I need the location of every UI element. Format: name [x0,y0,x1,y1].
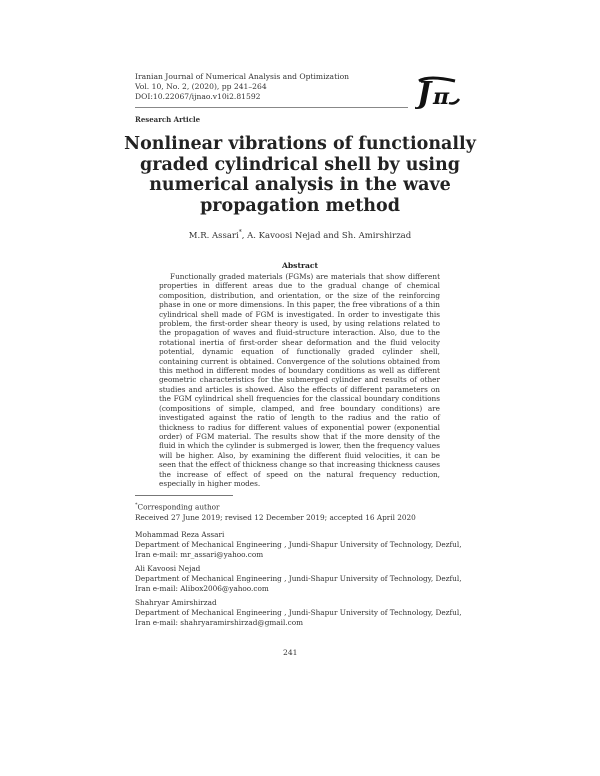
svg-text:π: π [433,84,450,110]
svg-text:J: J [417,76,432,111]
affiliation-name: Shahryar Amirshirzad [135,598,217,607]
affiliation-2 [135,564,475,594]
affiliation-dept: Department of Mechanical Engineering , Jundi-Shapur University of Technology, Dezful, [135,574,462,583]
page-number: 241 [283,648,298,657]
corresponding-note [135,500,475,512]
journal-header [135,72,349,103]
paper-title: Nonlinear vibrations of functionally graded cylindrical shell by using numerical analysis in the wave propagation method [124,134,476,216]
affiliation-name: Ali Kavoosi Nejad [135,564,201,573]
affiliation-3 [135,598,475,628]
affiliation-email: Iran e-mail: mr_assari@yahoo.com [135,550,264,559]
affiliation-1 [135,530,475,560]
footnote-mark: * [135,502,138,508]
abstract-body [159,272,440,488]
affiliation-email: Iran e-mail: shahryaramirshirzad@gmail.com [135,618,304,627]
footnote-rule [135,495,233,496]
affiliation-dept: Department of Mechanical Engineering , Jundi-Shapur University of Technology, Dezful, [135,608,462,617]
abstract-heading: Abstract [281,261,319,270]
journal-name: Iranian Journal of Numerical Analysis and Optimization [135,72,350,81]
affiliation-dept: Department of Mechanical Engineering , Jundi-Shapur University of Technology, Dezful, [135,540,462,549]
corresponding-mark: * [238,229,242,236]
ijnao-logo-icon [415,73,465,111]
other-authors: , A. Kavoosi Nejad and Sh. Amirshirzad [241,230,412,241]
affiliation-email: Iran e-mail: Alibox2006@yahoo.com [135,584,269,593]
journal-volume: Vol. 10, No. 2, (2020), pp 241–264 [135,82,267,92]
article-type: Research Article [135,115,201,124]
received-dates: Received 27 June 2019; revised 12 December 2019; accepted 16 April 2020 [135,513,416,523]
author-list [110,229,490,241]
corresponding-label: Corresponding author [137,502,220,512]
footnote [135,500,475,523]
journal-doi: DOI:10.22067/ijnao.v10i2.81592 [135,92,261,102]
first-author: M.R. Assari [188,230,239,241]
header-rule [135,107,408,108]
affiliation-name: Mohammad Reza Assari [135,530,225,539]
abstract-text: Functionally graded materials (FGMs) are materials that show different properties in different areas due to the gradual change of chemical composition, distribution, and orientation, or the size of the reinforcing phase in one or more dimensions. In this paper, the free vibrations of a thin cylindrical shell made of FGM is investigated. In order to investigate this problem, the first-order shear theory is used, by using relations related to the propagation of waves and fluid-structure interaction. Also, due to the rotational inertia of first-order shear deformation and the fluid velocity potential, dynamic equation of functionally graded cylinder shell, containing current is obtained. Convergence of the solutions obtained from this method in different modes of boundary conditions as well as different geometric characteristics for the submerged cylinder and results of other studies and articles is showed. Also the effects of different parameters on the FGM cylindrical shell frequencies for the classical boundary conditions (compositions of simple, clamped, and free boundary conditions) are investigated against the ratio of length to the radius and the ratio of thickness to radius for different values of exponential power (exponential order) of FGM material. The results show that if the more density of the fluid in which the cylinder is submerged is lower, then the frequency values will be higher. Also, by examining the different fluid velocities, it can be seen that the effect of thickness change so that increasing thickness causes the increase of effect of speed on the natural frequency reduction, especially in higher modes. [159,272,440,488]
